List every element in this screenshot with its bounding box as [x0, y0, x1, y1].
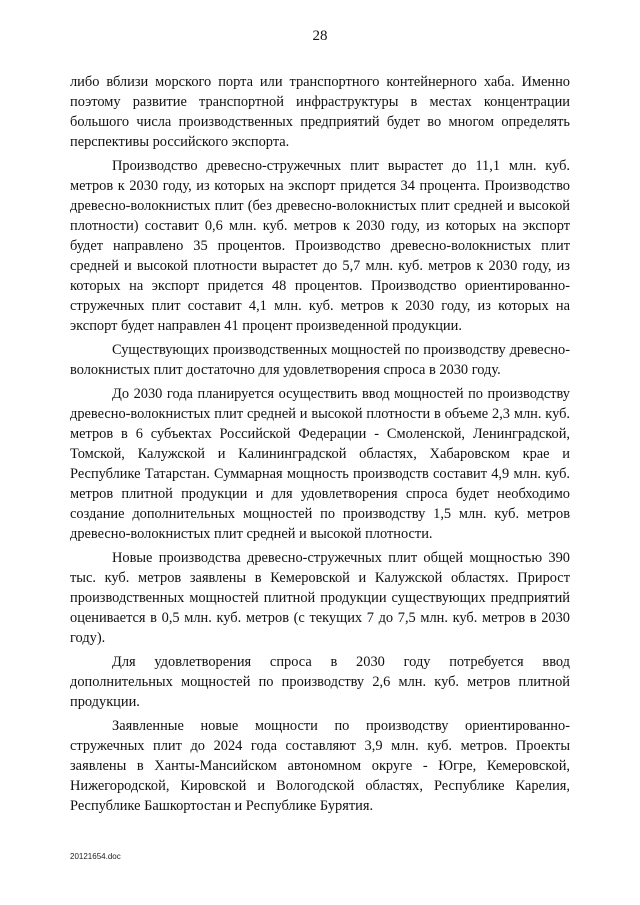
paragraph-continuation: либо вблизи морского порта или транспортного контейнерного хаба. Именно поэтому развитие транспортной инфраструктуры в местах концентрации большого числа производственных предприятий будет во многом определять перспективы российского экспорта. [70, 74, 570, 150]
paragraph-mdf-commissioning: До 2030 года планируется осуществить ввод мощностей по производству древесно-волокнистых плит средней и высокой плотности в объеме 2,3 млн. куб. метров в 6 субъектах Российской Федерации - Смоленской, Ленинградской, Томской, Калужской и Калининградской областях, Хабаровском крае и Республике Татарстан. Суммарная мощность производств составит 4,9 млн. куб. метров плитной продукции и для удовлетворения спроса будет необходимо создание дополнительных мощностей по производству 1,5 млн. куб. метров древесно-волокнистых плит средней и высокой плотности. [70, 386, 570, 542]
footer-file-code: 20121654.doc [70, 852, 121, 861]
paragraph-particleboard-production: Производство древесно-стружечных плит вырастет до 11,1 млн. куб. метров к 2030 году, из которых на экспорт придется 34 процента. Производство древесно-волокнистых плит (без древесно-волокнистых плит средней и высокой плотности) составит 0,6 млн. куб. метров к 2030 году, из которых на экспорт будет направлено 35 процентов. Производство древесно-волокнистых плит средней и высокой плотности вырастет до 5,7 млн. куб. метров к 2030 году, из которых на экспорт придется 48 процентов. Производство ориентированно-стружечных плит составит 4,1 млн. куб. метров к 2030 году, из которых на экспорт будет направлен 41 процент произведенной продукции. [70, 158, 570, 334]
paragraph-fiberboard-capacity: Существующих производственных мощностей по производству древесно-волокнистых плит достаточно для удовлетворения спроса в 2030 году. [70, 342, 570, 378]
page-number: 28 [312, 28, 328, 44]
paragraph-new-particleboard-plants: Новые производства древесно-стружечных плит общей мощностью 390 тыс. куб. метров заявлены в Кемеровской и Калужской областях. Прирост производственных мощностей плитной продукции существующих предприятий оценивается в 0,5 млн. куб. метров (с текущих 7 до 7,5 млн. куб. метров в 2030 году). [70, 550, 570, 646]
paragraph-demand-requirement: Для удовлетворения спроса в 2030 году потребуется ввод дополнительных мощностей по производству 2,6 млн. куб. метров плитной продукции. [70, 654, 570, 710]
document-body [70, 72, 570, 820]
paragraph-osb-capacity: Заявленные новые мощности по производству ориентированно-стружечных плит до 2024 года составляют 3,9 млн. куб. метров. Проекты заявлены в Ханты-Мансийском автономном округе - Югре, Кемеровской, Нижегородской, Кировской и Вологодской областях, Республике Карелия, Республике Башкортостан и Республике Бурятия. [70, 718, 570, 814]
